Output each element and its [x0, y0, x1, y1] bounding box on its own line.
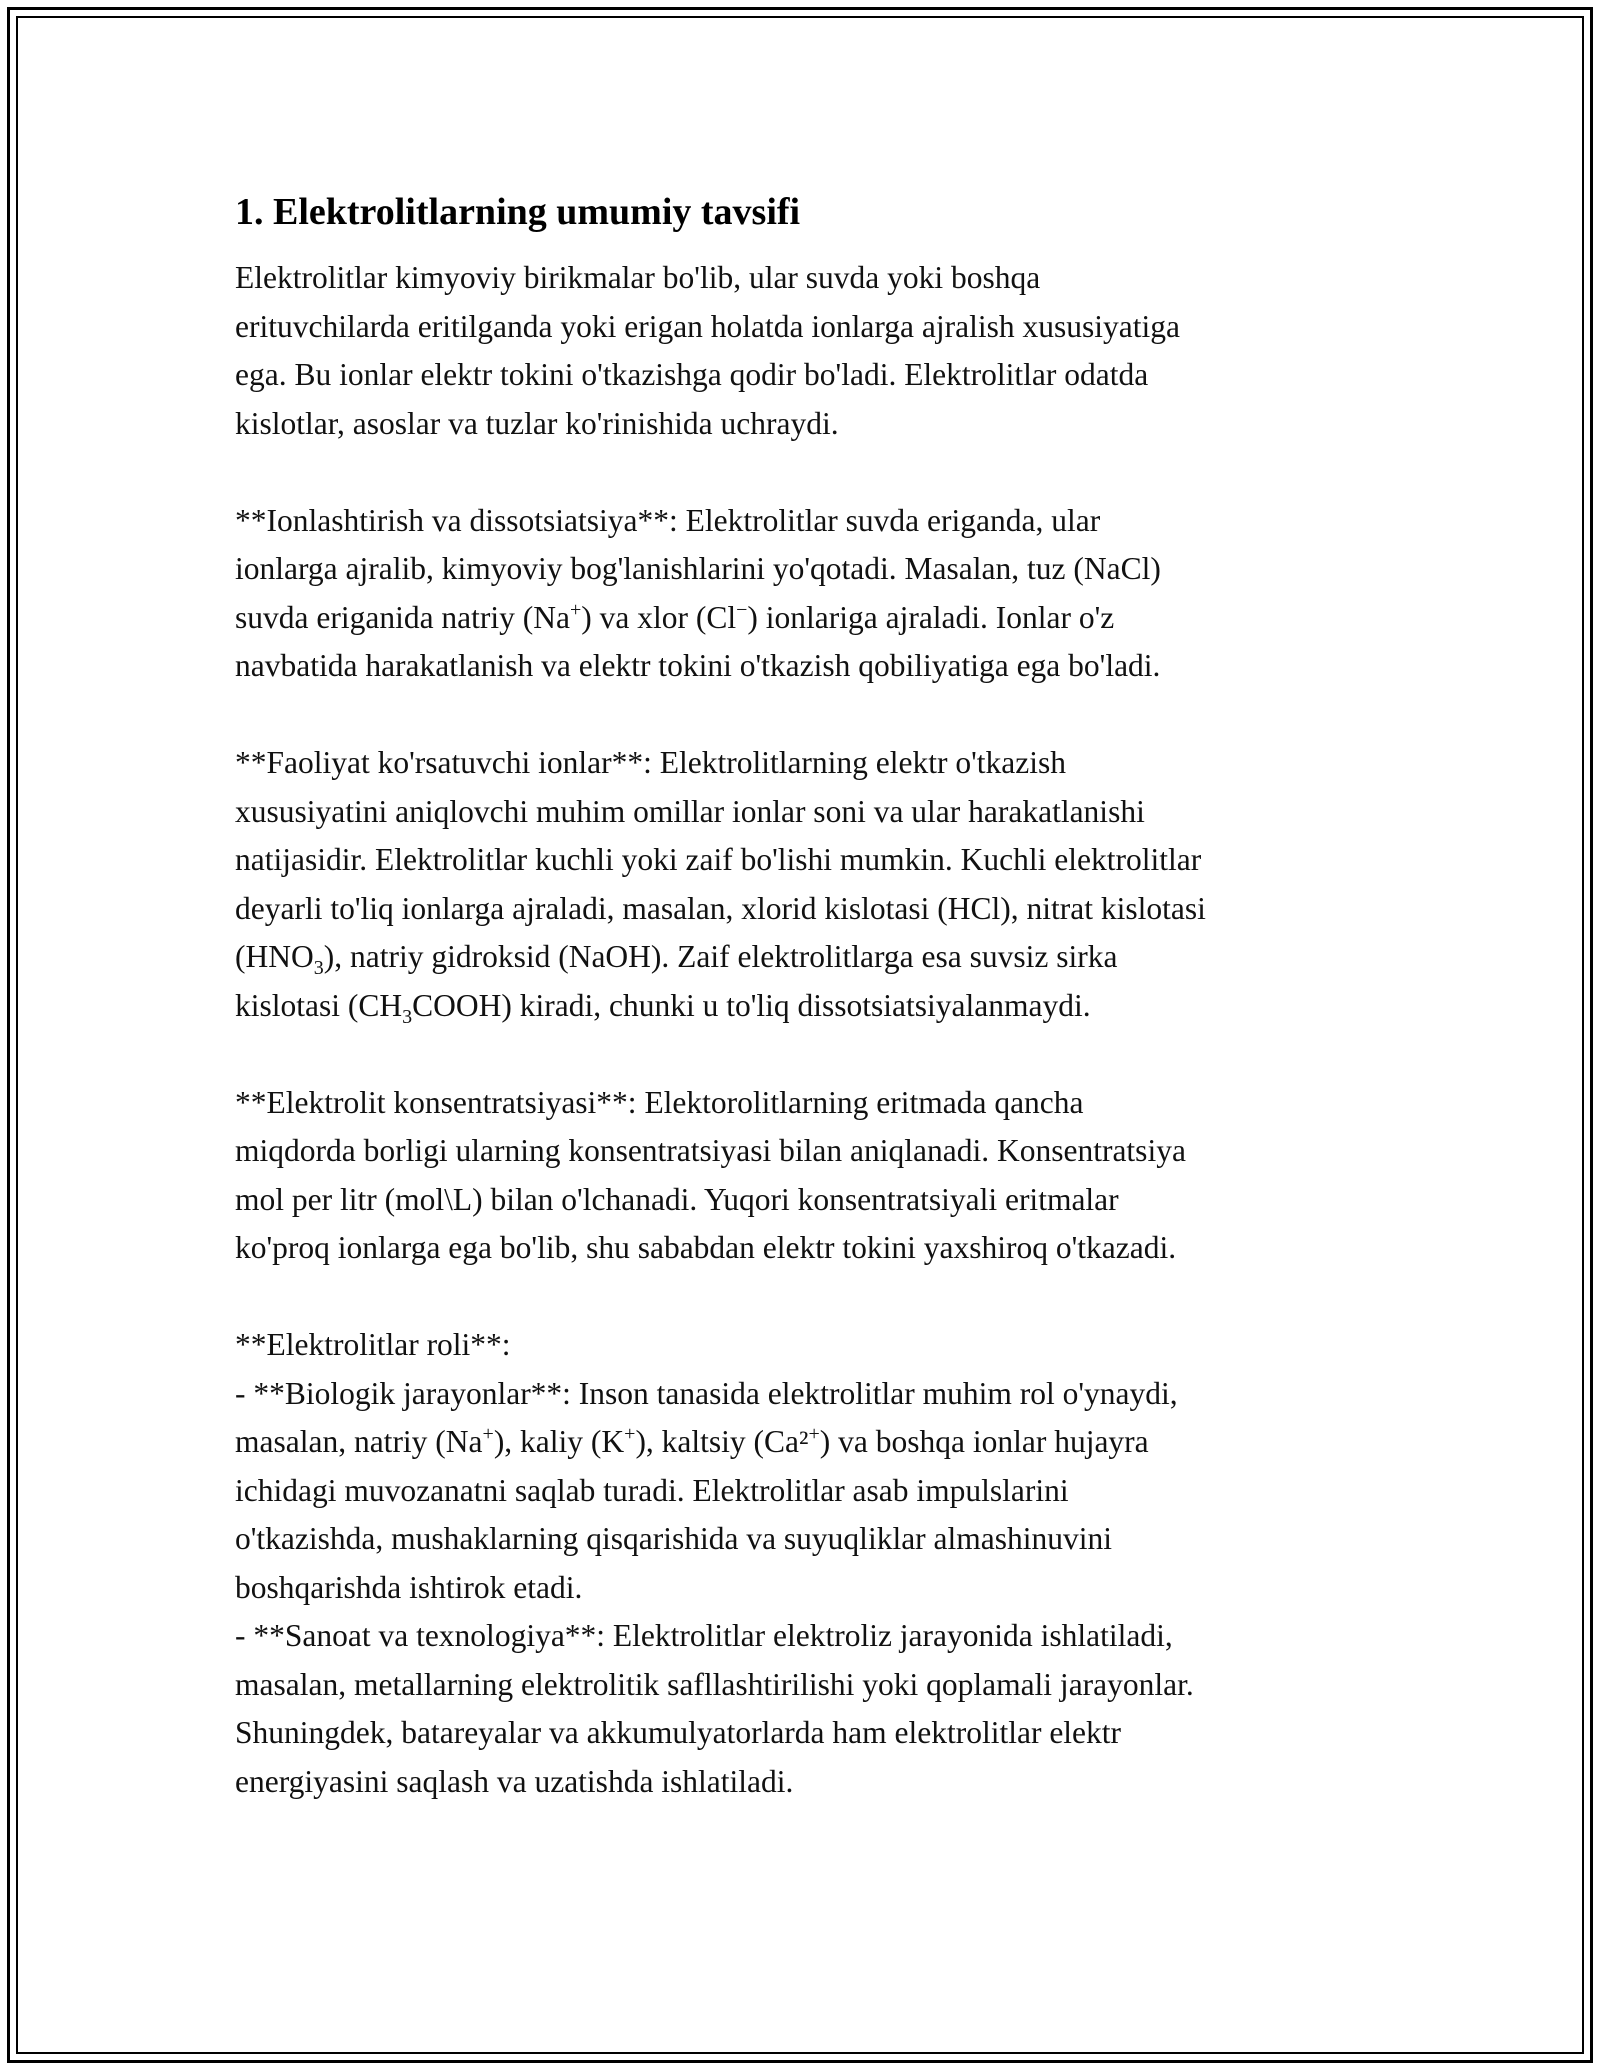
- text-line: ichidagi muvozanatni saqlab turadi. Elektrolitlar asab impulslarini: [235, 1472, 1069, 1508]
- text-line: natijasidir. Elektrolitlar kuchli yoki zaif bo'lishi mumkin. Kuchli elektrolitlar: [235, 842, 1202, 877]
- text-run: suvda eriganida natriy (Na: [235, 599, 570, 635]
- text-line: **Elektrolitlar roli**:: [235, 1327, 511, 1362]
- text-line: kislotlar, asoslar va tuzlar ko'rinishida uchraydi.: [235, 405, 839, 441]
- text-line: **Faoliyat ko'rsatuvchi ionlar**: Elektrolitlarning elektr o'tkazish: [235, 745, 1067, 780]
- text-run: ) va xlor (Cl: [581, 599, 737, 635]
- paragraph-intro: [235, 254, 1375, 448]
- section-heading: 1. Elektrolitlarning umumiy tavsifi: [235, 191, 801, 233]
- paragraph-role: [235, 1321, 1375, 1806]
- text-run: kislotasi (CH: [235, 987, 403, 1023]
- text-line: Shuningdek, batareyalar va akkumulyatorlarda ham elektrolitlar elektr: [235, 1715, 1122, 1750]
- subscript: 3: [402, 1005, 413, 1028]
- superscript: −: [736, 598, 748, 621]
- text-run: ), kaliy (K: [493, 1424, 625, 1459]
- text-line: - **Sanoat va texnologiya**: Elektrolitlar elektroliz jarayonida ishlatiladi,: [235, 1618, 1173, 1653]
- text-line: energiyasini saqlash va uzatishda ishlatiladi.: [235, 1763, 794, 1799]
- text-run: COOH) kiradi, chunki u to'liq dissotsiatsiyalanmaydi.: [412, 987, 1091, 1023]
- text-line: [235, 1418, 1375, 1467]
- text-line: masalan, metallarning elektrolitik safllashtirilishi yoki qoplamali jarayonlar.: [235, 1666, 1194, 1702]
- text-line: ionlarga ajralib, kimyoviy bog'lanishlarini yo'qotadi. Masalan, tuz (NaCl): [235, 551, 1161, 586]
- text-line: deyarli to'liq ionlarga ajraladi, masalan, xlorid kislotasi (HCl), nitrat kislotasi: [235, 890, 1206, 926]
- text-line: [235, 982, 1375, 1031]
- text-run: masalan, natriy (Na: [235, 1424, 483, 1459]
- text-line: xususiyatini aniqlovchi muhim omillar ionlar soni va ular harakatlanishi: [235, 793, 1145, 829]
- paragraph-concentration: [235, 1079, 1375, 1273]
- text-line: - **Biologik jarayonlar**: Inson tanasida elektrolitlar muhim rol o'ynaydi,: [235, 1375, 1178, 1411]
- text-line: Elektrolitlar kimyoviy birikmalar bo'lib, ular suvda yoki boshqa: [235, 260, 1041, 295]
- text-run: ), kaltsiy (Ca²: [635, 1424, 809, 1459]
- text-line: erituvchilarda eritilganda yoki erigan holatda ionlarga ajralish xususiyatiga: [235, 308, 1180, 344]
- superscript: +: [624, 1423, 636, 1445]
- paragraph-active-ions: [235, 739, 1375, 1030]
- text-line: [235, 933, 1375, 982]
- subscript: 3: [313, 957, 324, 979]
- text-line: ko'proq ionlarga ega bo'lib, shu sababdan elektr tokini yaxshiroq o'tkazadi.: [235, 1230, 1177, 1265]
- paragraph-ionization: [235, 497, 1375, 691]
- text-line: mol per litr (mol\L) bilan o'lchanadi. Yuqori konsentratsiyali eritmalar: [235, 1181, 1119, 1217]
- text-line: o'tkazishda, mushaklarning qisqarishida va suyuqliklar almashinuvini: [235, 1521, 1113, 1556]
- text-run: ), natriy gidroksid (NaOH). Zaif elektrolitlarga esa suvsiz sirka: [323, 939, 1118, 974]
- superscript: +: [808, 1423, 820, 1445]
- superscript: +: [570, 598, 582, 621]
- text-line: ega. Bu ionlar elektr tokini o'tkazishga qodir bo'ladi. Elektrolitlar odatda: [235, 357, 1149, 392]
- text-line: **Elektrolit konsentratsiyasi**: Elektorolitlarning eritmada qancha: [235, 1084, 1084, 1120]
- text-line: navbatida harakatlanish va elektr tokini o'tkazish qobiliyatiga ega bo'ladi.: [235, 648, 1161, 683]
- text-line: **Ionlashtirish va dissotsiatsiya**: Elektrolitlar suvda eriganda, ular: [235, 502, 1101, 538]
- text-run: (HNO: [235, 939, 314, 974]
- text-run: ) va boshqa ionlar hujayra: [819, 1424, 1149, 1459]
- superscript: +: [482, 1423, 494, 1445]
- text-run: ) ionlariga ajraladi. Ionlar o'z: [747, 599, 1115, 635]
- document-body: [235, 188, 1375, 1855]
- text-line: boshqarishda ishtirok etadi.: [235, 1569, 583, 1605]
- text-line: [235, 594, 1375, 643]
- text-line: miqdorda borligi ularning konsentratsiyasi bilan aniqlanadi. Konsentratsiya: [235, 1133, 1186, 1168]
